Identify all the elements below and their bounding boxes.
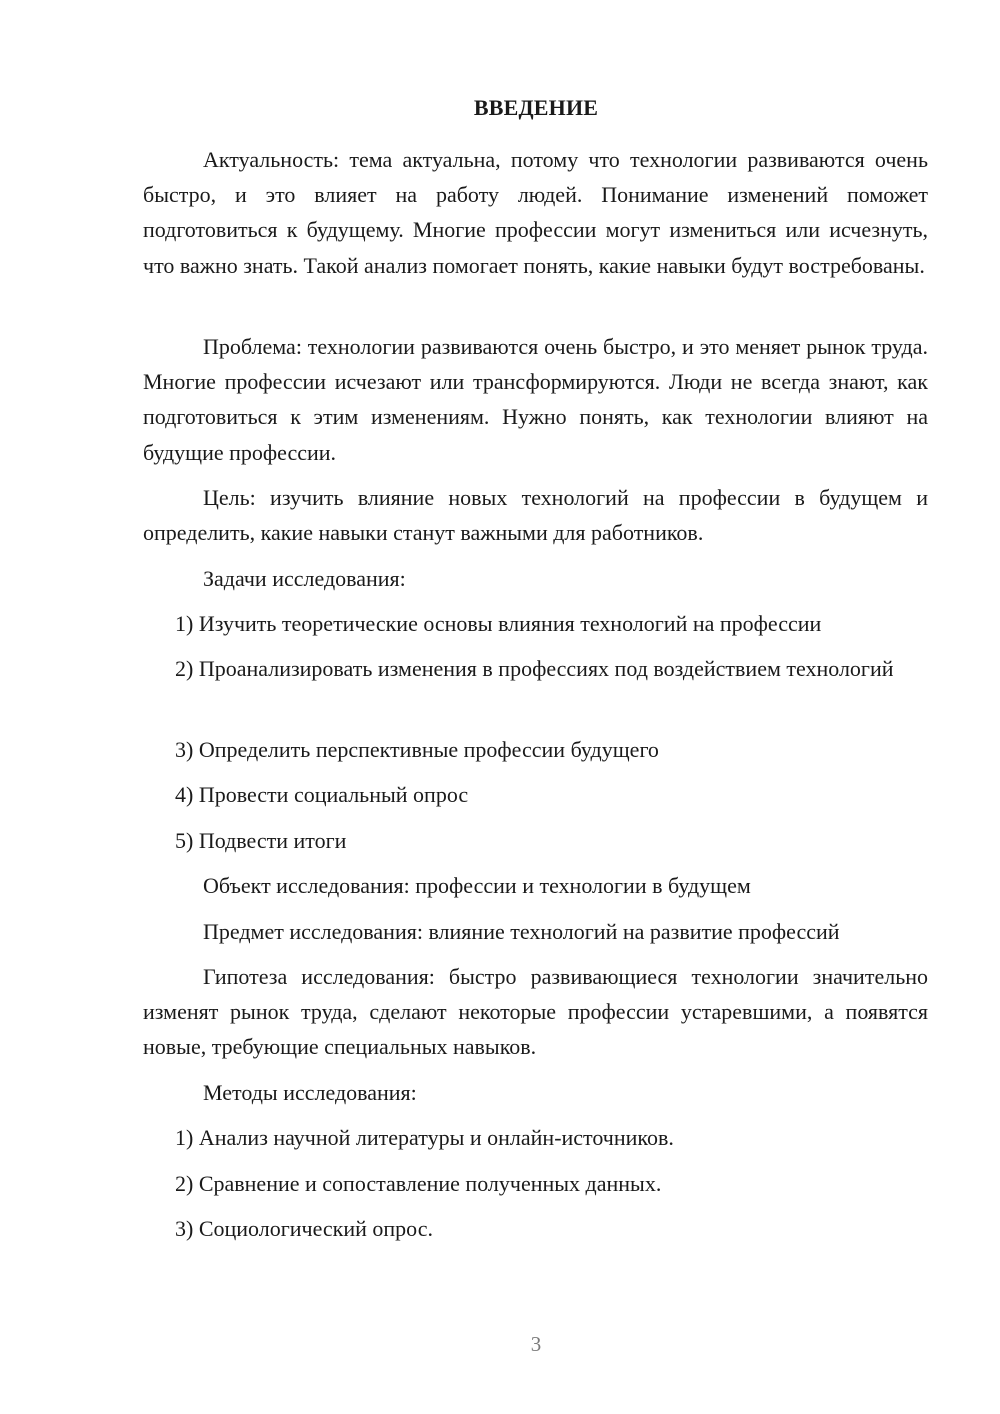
task-item-2: 2) Проанализировать изменения в профессиях под воздействием технологий <box>175 656 894 681</box>
task-item-5: 5) Подвести итоги <box>175 828 347 853</box>
method-item-1: 1) Анализ научной литературы и онлайн-источников. <box>175 1125 674 1150</box>
tasks-heading: Задачи исследования: <box>203 566 406 591</box>
object-paragraph: Объект исследования: профессии и технологии в будущем <box>203 873 751 898</box>
method-item-2: 2) Сравнение и сопоставление полученных данных. <box>175 1171 662 1196</box>
section-title: ВВЕДЕНИЕ <box>473 95 599 120</box>
task-item-3: 3) Определить перспективные профессии будущего <box>175 737 659 762</box>
hypothesis-paragraph: Гипотеза исследования: быстро развивающиеся технологии значительно изменят рынок труда, сделают некоторые профессии устаревшими, а появятся новые, требующие специальных навыков. <box>143 964 928 1060</box>
relevance-paragraph: Актуальность: тема актуальна, потому что технологии развиваются очень быстро, и это влияет на работу людей. Понимание изменений поможет подготовиться к будущему. Многие профессии могут измениться или исчезнуть, что важно знать. Такой анализ помогает понять, какие навыки будут востребованы. <box>143 147 928 278</box>
problem-paragraph: Проблема: технологии развиваются очень быстро, и это меняет рынок труда. Многие профессии исчезают или трансформируются. Люди не всегда знают, как подготовиться к этим изменениям. Нужно понять, как технологии влияют на будущие профессии. <box>143 334 928 465</box>
goal-paragraph: Цель: изучить влияние новых технологий на профессии в будущем и определить, какие навыки станут важными для работников. <box>143 485 928 546</box>
task-item-4: 4) Провести социальный опрос <box>175 782 469 807</box>
subject-paragraph: Предмет исследования: влияние технологий на развитие профессий <box>203 919 840 944</box>
page-number: 3 <box>530 1332 542 1356</box>
method-item-3: 3) Социологический опрос. <box>175 1216 433 1241</box>
task-item-1: 1) Изучить теоретические основы влияния технологий на профессии <box>175 611 822 636</box>
methods-heading: Методы исследования: <box>203 1080 417 1105</box>
